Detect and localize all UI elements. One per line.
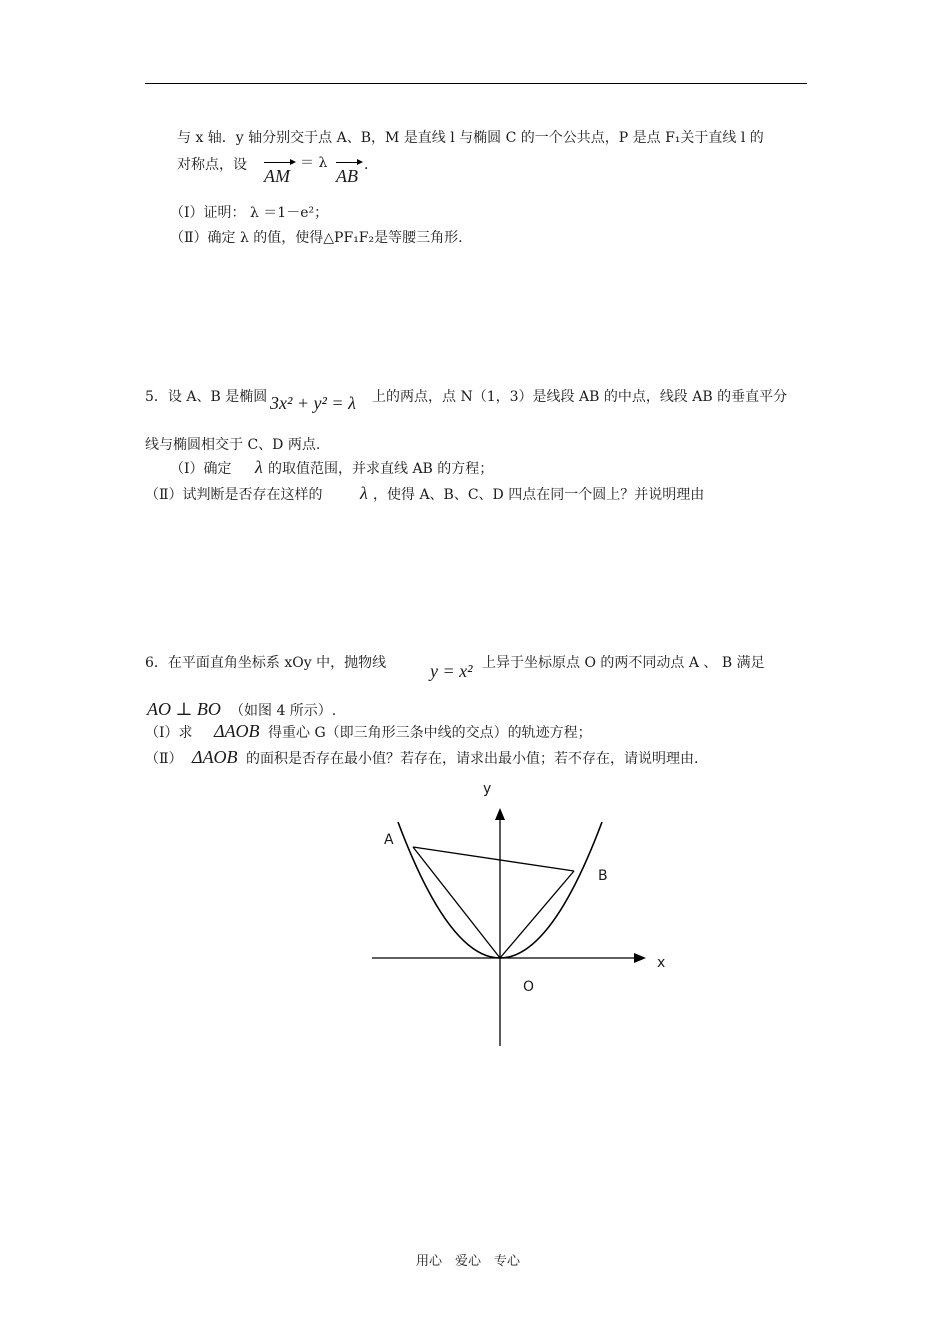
q5-lambda-2: λ: [360, 483, 368, 503]
vector-ab: AB: [336, 166, 358, 186]
q4-part1: （Ⅰ）证明： λ ＝1－e²；: [170, 205, 329, 221]
figure-label-b: B: [598, 868, 608, 884]
q5-part2-prefix: （Ⅱ）试判断是否存在这样的: [145, 487, 323, 503]
q5-line2: 线与椭圆相交于 C、D 两点.: [145, 437, 321, 453]
q5-part1-prefix: （Ⅰ）确定: [170, 461, 232, 477]
figure-label-y: y: [483, 781, 492, 797]
vector-arrow-am: [264, 162, 292, 163]
vector-am: AM: [264, 166, 290, 186]
q5-ellipse-formula: 3x² + y² = λ: [270, 393, 356, 413]
page-footer: 用心 爱心 专心: [416, 1254, 521, 1269]
vector-arrowhead-ab: [357, 159, 363, 165]
segment-ao: [413, 847, 500, 958]
q5-lambda-1: λ: [255, 457, 263, 477]
q4-part2: （Ⅱ）确定 λ 的值，使得△PF₁F₂是等腰三角形.: [170, 230, 463, 246]
q6-line1-suffix: 上异于坐标原点 O 的两不同动点 A 、 B 满足: [482, 655, 765, 671]
q6-perp-condition: AO ⊥ BO: [147, 699, 221, 719]
q6-part2-prefix: （Ⅱ）: [145, 751, 183, 767]
y-axis-arrow-icon: [495, 808, 505, 820]
x-axis-arrow-icon: [634, 953, 646, 963]
q4-line1: 与 x 轴．y 轴分别交于点 A、B，M 是直线 l 与椭圆 C 的一个公共点，P 是点 F₁关于直线 l 的: [177, 130, 764, 146]
q4-eq-lambda: ＝ λ: [300, 155, 328, 171]
figure-label-a: A: [384, 832, 394, 848]
q6-part1-suffix: 得重心 G（即三角形三条中线的交点）的轨迹方程；: [268, 725, 592, 741]
figure-label-o: O: [523, 979, 535, 995]
segment-ab: [413, 847, 574, 871]
vector-arrowhead-am: [290, 159, 296, 165]
segment-bo: [500, 871, 574, 958]
q5-line1-prefix: 5．设 A、B 是椭圆: [145, 389, 268, 405]
q4-line2-end: ．: [364, 157, 378, 173]
q6-triangle-2: ΔAOB: [192, 747, 238, 767]
figure-label-x: x: [657, 955, 666, 971]
q6-parabola-formula: y = x²: [430, 661, 473, 681]
q5-line1-suffix: 上的两点，点 N（1，3）是线段 AB 的中点，线段 AB 的垂直平分: [372, 389, 788, 405]
q6-line1-prefix: 6．在平面直角坐标系 xOy 中，抛物线: [145, 655, 387, 671]
figure-parabola: [360, 770, 680, 1060]
q4-line2-prefix: 对称点，设: [177, 157, 247, 173]
q6-perp-suffix: （如图 4 所示）.: [230, 703, 337, 719]
q5-part1-suffix: 的取值范围，并求直线 AB 的方程；: [268, 461, 494, 477]
q6-triangle-1: ΔAOB: [214, 721, 260, 741]
q5-part2-suffix: ，使得 A、B、C、D 四点在同一个圆上？并说明理由: [373, 487, 705, 503]
q6-part2-suffix: 的面积是否存在最小值？若存在，请求出最小值；若不存在，请说明理由.: [246, 751, 699, 767]
header-rule: [145, 83, 807, 84]
q6-part1-prefix: （Ⅰ）求: [145, 725, 193, 741]
